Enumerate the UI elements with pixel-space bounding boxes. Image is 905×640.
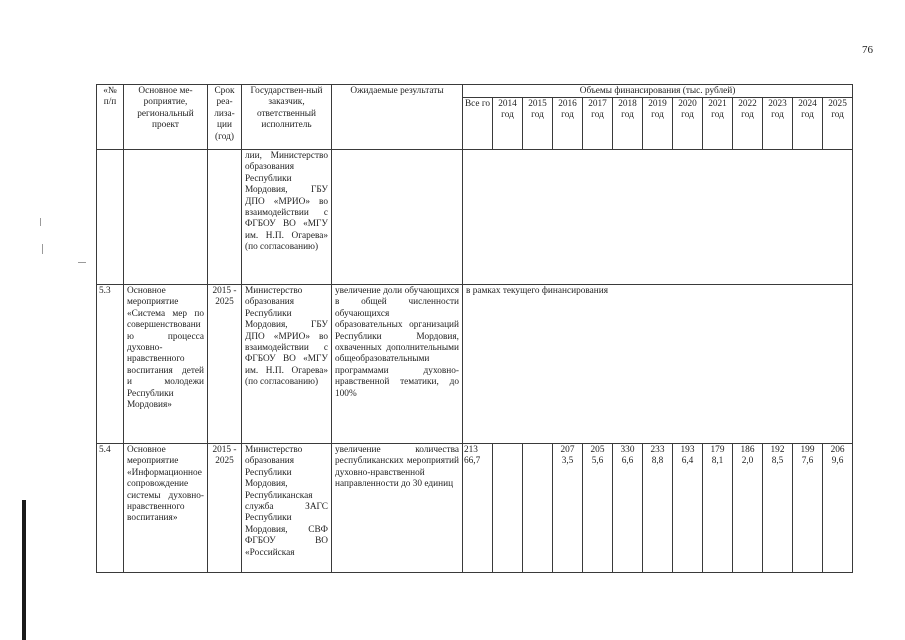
row-measure: Основное мероприятие «Информационное сопровождение системы духовно-нравственного воспитания» — [124, 444, 208, 573]
header-row — [97, 85, 853, 98]
header-year: 2025 год — [823, 98, 853, 150]
header-year: 2017 год — [583, 98, 613, 150]
row-year-value: 213 66,7 — [463, 444, 493, 573]
header-year: 2018 год — [613, 98, 643, 150]
row-results — [332, 150, 463, 285]
scan-speck — [78, 262, 86, 263]
scan-speck — [40, 218, 41, 226]
header-year: Все го — [463, 98, 493, 150]
header-year: 2014 год — [493, 98, 523, 150]
row-customer: лии, Министерство образования Республики Мордовия, ГБУ ДПО «МРИО» во взаимодействии с ФГБОУ ВО «МГУ им. Н.П. Огарева» (по согласованию) — [242, 150, 332, 285]
row-term — [208, 150, 242, 285]
header-term: Срок реа-лиза-ции (год) — [208, 85, 242, 150]
row-term: 2015 - 2025 — [208, 285, 242, 444]
header-measure: Основное ме-роприятие, региональный проект — [124, 85, 208, 150]
header-year: 2021 год — [703, 98, 733, 150]
header-customer: Государствен-ный заказчик, ответственный исполнитель — [242, 85, 332, 150]
scan-edge-line — [22, 500, 26, 640]
header-year: 2020 год — [673, 98, 703, 150]
row-year-value: 207 3,5 — [553, 444, 583, 573]
row-year-value: 199 7,6 — [793, 444, 823, 573]
row-results: увеличение доли обучающихся в общей численности обучающихся образовательных организаций Республики Мордовия, охваченных дополнительными общеобразовательными программами духовно-нравственной тематики, до 100% — [332, 285, 463, 444]
header-num: «№ п/п — [97, 85, 124, 150]
header-year: 2016 год — [553, 98, 583, 150]
page-number: 76 — [862, 44, 873, 56]
table-row — [97, 285, 853, 444]
header-year: 2024 год — [793, 98, 823, 150]
row-num: 5.4 — [97, 444, 124, 573]
row-year-value: 186 2,0 — [733, 444, 763, 573]
row-customer: Министерство образования Республики Мордовия, ГБУ ДПО «МРИО» во взаимодействии с ФГБОУ ВО «МГУ им. Н.П. Огарева» (по согласованию) — [242, 285, 332, 444]
row-year-value: 330 6,6 — [613, 444, 643, 573]
row-year-value: 179 8,1 — [703, 444, 733, 573]
header-results: Ожидаемые результаты — [332, 85, 463, 150]
row-term: 2015 - 2025 — [208, 444, 242, 573]
financing-table — [96, 84, 853, 573]
header-year: 2019 год — [643, 98, 673, 150]
row-year-value — [523, 444, 553, 573]
row-year-value: 233 8,8 — [643, 444, 673, 573]
scan-speck — [42, 244, 43, 254]
row-year-value: 205 5,6 — [583, 444, 613, 573]
table-row — [97, 444, 853, 573]
row-results: увеличение количества республиканских мероприятий духовно-нравственной направленности до 30 единиц — [332, 444, 463, 573]
row-year-value: 192 8,5 — [763, 444, 793, 573]
row-num — [97, 150, 124, 285]
row-measure: Основное мероприятие «Система мер по совершенствованию процесса духовно-нравственного воспитания детей и молодежи Республики Мордовия» — [124, 285, 208, 444]
row-num: 5.3 — [97, 285, 124, 444]
row-funding-note — [463, 150, 853, 285]
row-year-value: 193 6,4 — [673, 444, 703, 573]
header-year: 2023 год — [763, 98, 793, 150]
header-year: 2015 год — [523, 98, 553, 150]
header-year: 2022 год — [733, 98, 763, 150]
row-customer: Министерство образования Республики Мордовия, Республиканская служба ЗАГС Республики Мордовия, СВФ ФГБОУ ВО «Российская — [242, 444, 332, 573]
table-row — [97, 150, 853, 285]
row-year-value — [493, 444, 523, 573]
row-year-value: 206 9,6 — [823, 444, 853, 573]
row-measure — [124, 150, 208, 285]
header-funding: Объемы финансирования (тыс. рублей) — [463, 85, 853, 98]
row-funding-note: в рамках текущего финансирования — [463, 285, 853, 444]
